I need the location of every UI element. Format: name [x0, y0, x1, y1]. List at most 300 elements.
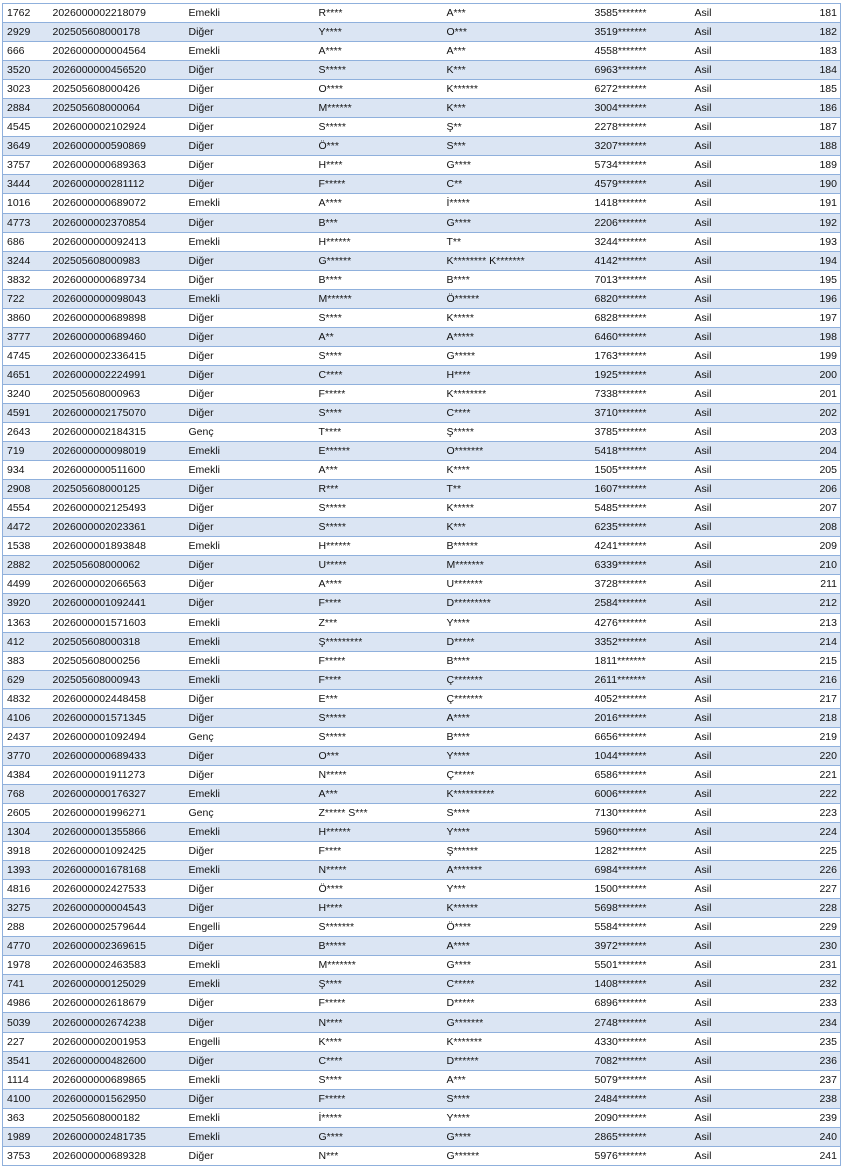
first-name-masked-cell: E******: [315, 442, 443, 461]
application-number-cell: 2026000001562950: [49, 1089, 185, 1108]
row-number-cell: 5039: [3, 1013, 49, 1032]
row-number-cell: 3541: [3, 1051, 49, 1070]
row-number-cell: 4745: [3, 346, 49, 365]
id-number-masked-cell: 6235*******: [591, 518, 691, 537]
category-cell: Emekli: [185, 194, 315, 213]
category-cell: Diğer: [185, 327, 315, 346]
row-number-cell: 2882: [3, 556, 49, 575]
first-name-masked-cell: S*****: [315, 727, 443, 746]
status-cell: Asil: [691, 42, 751, 61]
surname-masked-cell: Y***: [443, 880, 591, 899]
surname-masked-cell: K***: [443, 518, 591, 537]
category-cell: Diğer: [185, 937, 315, 956]
id-number-masked-cell: 1505*******: [591, 461, 691, 480]
category-cell: Diğer: [185, 880, 315, 899]
table-row: [3, 708, 841, 727]
status-cell: Asil: [691, 80, 751, 99]
first-name-masked-cell: O***: [315, 746, 443, 765]
table-row: [3, 442, 841, 461]
surname-masked-cell: A***: [443, 42, 591, 61]
status-cell: Asil: [691, 461, 751, 480]
first-name-masked-cell: G****: [315, 1127, 443, 1146]
rank-cell: 197: [751, 308, 841, 327]
status-cell: Asil: [691, 975, 751, 994]
row-number-cell: 686: [3, 232, 49, 251]
rank-cell: 209: [751, 537, 841, 556]
category-cell: Emekli: [185, 1127, 315, 1146]
surname-masked-cell: Ç*******: [443, 689, 591, 708]
category-cell: Diğer: [185, 384, 315, 403]
surname-masked-cell: D******: [443, 1051, 591, 1070]
status-cell: Asil: [691, 727, 751, 746]
surname-masked-cell: S***: [443, 137, 591, 156]
category-cell: Diğer: [185, 480, 315, 499]
rank-cell: 236: [751, 1051, 841, 1070]
row-number-cell: 4591: [3, 403, 49, 422]
row-number-cell: 719: [3, 442, 49, 461]
id-number-masked-cell: 5584*******: [591, 918, 691, 937]
rank-cell: 216: [751, 670, 841, 689]
status-cell: Asil: [691, 937, 751, 956]
row-number-cell: 629: [3, 670, 49, 689]
row-number-cell: 3649: [3, 137, 49, 156]
table-row: [3, 556, 841, 575]
row-number-cell: 363: [3, 1108, 49, 1127]
category-cell: Diğer: [185, 137, 315, 156]
surname-masked-cell: C****: [443, 403, 591, 422]
status-cell: Asil: [691, 213, 751, 232]
table-row: [3, 1127, 841, 1146]
id-number-masked-cell: 5501*******: [591, 956, 691, 975]
rank-cell: 239: [751, 1108, 841, 1127]
surname-masked-cell: K******** K*******: [443, 251, 591, 270]
category-cell: Emekli: [185, 289, 315, 308]
table-row: [3, 727, 841, 746]
category-cell: Diğer: [185, 213, 315, 232]
status-cell: Asil: [691, 594, 751, 613]
id-number-masked-cell: 5485*******: [591, 499, 691, 518]
row-number-cell: 3757: [3, 156, 49, 175]
application-number-cell: 2026000000098043: [49, 289, 185, 308]
row-number-cell: 722: [3, 289, 49, 308]
row-number-cell: 2437: [3, 727, 49, 746]
application-number-cell: 2026000002448458: [49, 689, 185, 708]
row-number-cell: 2884: [3, 99, 49, 118]
table-row: [3, 861, 841, 880]
application-number-cell: 2026000000689328: [49, 1146, 185, 1165]
surname-masked-cell: Ö****: [443, 918, 591, 937]
rank-cell: 213: [751, 613, 841, 632]
first-name-masked-cell: S****: [315, 403, 443, 422]
rank-cell: 204: [751, 442, 841, 461]
table-row: [3, 461, 841, 480]
row-number-cell: 1538: [3, 537, 49, 556]
id-number-masked-cell: 7130*******: [591, 803, 691, 822]
first-name-masked-cell: Z***: [315, 613, 443, 632]
rank-cell: 188: [751, 137, 841, 156]
first-name-masked-cell: B****: [315, 270, 443, 289]
id-number-masked-cell: 3585*******: [591, 4, 691, 23]
id-number-masked-cell: 3519*******: [591, 23, 691, 42]
application-number-cell: 2026000002184315: [49, 423, 185, 442]
row-number-cell: 3920: [3, 594, 49, 613]
table-row: [3, 194, 841, 213]
surname-masked-cell: C*****: [443, 975, 591, 994]
id-number-masked-cell: 2278*******: [591, 118, 691, 137]
application-number-cell: 2026000002125493: [49, 499, 185, 518]
first-name-masked-cell: Z***** S***: [315, 803, 443, 822]
application-number-cell: 2026000000125029: [49, 975, 185, 994]
category-cell: Diğer: [185, 403, 315, 422]
rank-cell: 226: [751, 861, 841, 880]
status-cell: Asil: [691, 518, 751, 537]
id-number-masked-cell: 6820*******: [591, 289, 691, 308]
row-number-cell: 4816: [3, 880, 49, 899]
table-row: [3, 99, 841, 118]
category-cell: Diğer: [185, 499, 315, 518]
row-number-cell: 4832: [3, 689, 49, 708]
surname-masked-cell: G******: [443, 1146, 591, 1165]
table-row: [3, 1032, 841, 1051]
category-cell: Emekli: [185, 861, 315, 880]
status-cell: Asil: [691, 308, 751, 327]
id-number-masked-cell: 6272*******: [591, 80, 691, 99]
id-number-masked-cell: 1811*******: [591, 651, 691, 670]
first-name-masked-cell: G******: [315, 251, 443, 270]
first-name-masked-cell: S****: [315, 308, 443, 327]
surname-masked-cell: Ö******: [443, 289, 591, 308]
id-number-masked-cell: 1282*******: [591, 842, 691, 861]
id-number-masked-cell: 3244*******: [591, 232, 691, 251]
first-name-masked-cell: N***: [315, 1146, 443, 1165]
rank-cell: 221: [751, 765, 841, 784]
row-number-cell: 2908: [3, 480, 49, 499]
status-cell: Asil: [691, 708, 751, 727]
status-cell: Asil: [691, 232, 751, 251]
id-number-masked-cell: 6656*******: [591, 727, 691, 746]
rank-cell: 227: [751, 880, 841, 899]
application-number-cell: 2026000001678168: [49, 861, 185, 880]
rank-cell: 231: [751, 956, 841, 975]
category-cell: Emekli: [185, 670, 315, 689]
status-cell: Asil: [691, 156, 751, 175]
surname-masked-cell: K***: [443, 61, 591, 80]
table-row: [3, 42, 841, 61]
application-number-cell: 202505608000125: [49, 480, 185, 499]
surname-masked-cell: B****: [443, 651, 591, 670]
surname-masked-cell: A*******: [443, 861, 591, 880]
category-cell: Diğer: [185, 23, 315, 42]
application-number-cell: 2026000000482600: [49, 1051, 185, 1070]
application-number-cell: 2026000002336415: [49, 346, 185, 365]
row-number-cell: 3444: [3, 175, 49, 194]
row-number-cell: 3240: [3, 384, 49, 403]
surname-masked-cell: G****: [443, 1127, 591, 1146]
first-name-masked-cell: S*****: [315, 708, 443, 727]
status-cell: Asil: [691, 289, 751, 308]
application-number-cell: 2026000000689072: [49, 194, 185, 213]
application-number-cell: 2026000001092441: [49, 594, 185, 613]
row-number-cell: 1363: [3, 613, 49, 632]
application-number-cell: 2026000002463583: [49, 956, 185, 975]
row-number-cell: 4499: [3, 575, 49, 594]
table-row: [3, 994, 841, 1013]
table-row: [3, 384, 841, 403]
surname-masked-cell: Y****: [443, 1108, 591, 1127]
id-number-masked-cell: 5079*******: [591, 1070, 691, 1089]
surname-masked-cell: K*****: [443, 499, 591, 518]
status-cell: Asil: [691, 175, 751, 194]
id-number-masked-cell: 5960*******: [591, 823, 691, 842]
rank-cell: 210: [751, 556, 841, 575]
first-name-masked-cell: S*****: [315, 518, 443, 537]
status-cell: Asil: [691, 442, 751, 461]
table-row: [3, 594, 841, 613]
id-number-masked-cell: 5976*******: [591, 1146, 691, 1165]
row-number-cell: 4106: [3, 708, 49, 727]
row-number-cell: 1114: [3, 1070, 49, 1089]
rank-cell: 214: [751, 632, 841, 651]
table-row: [3, 1051, 841, 1070]
table-row: [3, 1146, 841, 1165]
first-name-masked-cell: Ö***: [315, 137, 443, 156]
first-name-masked-cell: A**: [315, 327, 443, 346]
table-row: [3, 784, 841, 803]
category-cell: Emekli: [185, 632, 315, 651]
first-name-masked-cell: Ö****: [315, 880, 443, 899]
category-cell: Engelli: [185, 918, 315, 937]
row-number-cell: 741: [3, 975, 49, 994]
row-number-cell: 3770: [3, 746, 49, 765]
category-cell: Emekli: [185, 1070, 315, 1089]
surname-masked-cell: Ş**: [443, 118, 591, 137]
table-row: [3, 23, 841, 42]
first-name-masked-cell: A****: [315, 194, 443, 213]
surname-masked-cell: S****: [443, 803, 591, 822]
table-row: [3, 137, 841, 156]
status-cell: Asil: [691, 803, 751, 822]
table-row: [3, 518, 841, 537]
id-number-masked-cell: 1418*******: [591, 194, 691, 213]
status-cell: Asil: [691, 327, 751, 346]
id-number-masked-cell: 7013*******: [591, 270, 691, 289]
row-number-cell: 2605: [3, 803, 49, 822]
id-number-masked-cell: 6963*******: [591, 61, 691, 80]
row-number-cell: 1304: [3, 823, 49, 842]
table-row: [3, 899, 841, 918]
rank-cell: 233: [751, 994, 841, 1013]
category-cell: Emekli: [185, 956, 315, 975]
table-row: [3, 499, 841, 518]
row-number-cell: 3275: [3, 899, 49, 918]
table-row: [3, 746, 841, 765]
surname-masked-cell: C**: [443, 175, 591, 194]
table-row: [3, 1013, 841, 1032]
status-cell: Asil: [691, 137, 751, 156]
status-cell: Asil: [691, 823, 751, 842]
status-cell: Asil: [691, 403, 751, 422]
table-row: [3, 880, 841, 899]
application-number-cell: 2026000000689433: [49, 746, 185, 765]
surname-masked-cell: K*******: [443, 1032, 591, 1051]
rank-cell: 241: [751, 1146, 841, 1165]
surname-masked-cell: D*****: [443, 632, 591, 651]
status-cell: Asil: [691, 270, 751, 289]
status-cell: Asil: [691, 1070, 751, 1089]
surname-masked-cell: A*****: [443, 327, 591, 346]
id-number-masked-cell: 1607*******: [591, 480, 691, 499]
category-cell: Emekli: [185, 232, 315, 251]
rank-cell: 201: [751, 384, 841, 403]
table-row: [3, 632, 841, 651]
first-name-masked-cell: H******: [315, 823, 443, 842]
surname-masked-cell: G****: [443, 956, 591, 975]
id-number-masked-cell: 2584*******: [591, 594, 691, 613]
id-number-masked-cell: 3728*******: [591, 575, 691, 594]
application-number-cell: 2026000001571603: [49, 613, 185, 632]
first-name-masked-cell: B*****: [315, 937, 443, 956]
first-name-masked-cell: K****: [315, 1032, 443, 1051]
first-name-masked-cell: T****: [315, 423, 443, 442]
application-number-cell: 2026000000689363: [49, 156, 185, 175]
rank-cell: 191: [751, 194, 841, 213]
application-number-cell: 202505608000963: [49, 384, 185, 403]
row-number-cell: 3832: [3, 270, 49, 289]
application-number-cell: 2026000000456520: [49, 61, 185, 80]
category-cell: Emekli: [185, 651, 315, 670]
table-row: [3, 156, 841, 175]
status-cell: Asil: [691, 842, 751, 861]
first-name-masked-cell: F****: [315, 842, 443, 861]
surname-masked-cell: G****: [443, 156, 591, 175]
surname-masked-cell: K****: [443, 461, 591, 480]
application-number-cell: 2026000000689898: [49, 308, 185, 327]
surname-masked-cell: A***: [443, 1070, 591, 1089]
surname-masked-cell: A***: [443, 4, 591, 23]
application-number-cell: 2026000002427533: [49, 880, 185, 899]
category-cell: Diğer: [185, 308, 315, 327]
table-row: [3, 823, 841, 842]
id-number-masked-cell: 4142*******: [591, 251, 691, 270]
status-cell: Asil: [691, 899, 751, 918]
row-number-cell: 4100: [3, 1089, 49, 1108]
id-number-masked-cell: 4579*******: [591, 175, 691, 194]
table-row: [3, 213, 841, 232]
row-number-cell: 3023: [3, 80, 49, 99]
row-number-cell: 768: [3, 784, 49, 803]
rank-cell: 234: [751, 1013, 841, 1032]
first-name-masked-cell: Ş****: [315, 975, 443, 994]
application-number-cell: 2026000000689460: [49, 327, 185, 346]
rank-cell: 217: [751, 689, 841, 708]
status-cell: Asil: [691, 861, 751, 880]
status-cell: Asil: [691, 746, 751, 765]
category-cell: Diğer: [185, 1013, 315, 1032]
table-row: [3, 651, 841, 670]
id-number-masked-cell: 2865*******: [591, 1127, 691, 1146]
rank-cell: 195: [751, 270, 841, 289]
first-name-masked-cell: F*****: [315, 994, 443, 1013]
surname-masked-cell: H****: [443, 365, 591, 384]
category-cell: Diğer: [185, 765, 315, 784]
surname-masked-cell: O***: [443, 23, 591, 42]
status-cell: Asil: [691, 918, 751, 937]
surname-masked-cell: Y****: [443, 746, 591, 765]
table-row: [3, 403, 841, 422]
category-cell: Diğer: [185, 575, 315, 594]
id-number-masked-cell: 6460*******: [591, 327, 691, 346]
category-cell: Diğer: [185, 99, 315, 118]
table-row: [3, 118, 841, 137]
application-number-cell: 202505608000182: [49, 1108, 185, 1127]
category-cell: Diğer: [185, 175, 315, 194]
status-cell: Asil: [691, 4, 751, 23]
rank-cell: 220: [751, 746, 841, 765]
status-cell: Asil: [691, 689, 751, 708]
category-cell: Diğer: [185, 61, 315, 80]
first-name-masked-cell: S*******: [315, 918, 443, 937]
status-cell: Asil: [691, 880, 751, 899]
category-cell: Diğer: [185, 365, 315, 384]
rank-cell: 199: [751, 346, 841, 365]
surname-masked-cell: O*******: [443, 442, 591, 461]
status-cell: Asil: [691, 632, 751, 651]
first-name-masked-cell: N****: [315, 1013, 443, 1032]
surname-masked-cell: Ş*****: [443, 423, 591, 442]
rank-cell: 181: [751, 4, 841, 23]
surname-masked-cell: B****: [443, 270, 591, 289]
row-number-cell: 1989: [3, 1127, 49, 1146]
surname-masked-cell: T**: [443, 480, 591, 499]
first-name-masked-cell: F****: [315, 670, 443, 689]
row-number-cell: 3520: [3, 61, 49, 80]
row-number-cell: 4384: [3, 765, 49, 784]
surname-masked-cell: M*******: [443, 556, 591, 575]
status-cell: Asil: [691, 194, 751, 213]
rank-cell: 207: [751, 499, 841, 518]
rank-cell: 196: [751, 289, 841, 308]
rank-cell: 198: [751, 327, 841, 346]
first-name-masked-cell: N*****: [315, 861, 443, 880]
id-number-masked-cell: 3972*******: [591, 937, 691, 956]
category-cell: Emekli: [185, 4, 315, 23]
category-cell: Diğer: [185, 746, 315, 765]
row-number-cell: 4770: [3, 937, 49, 956]
surname-masked-cell: A****: [443, 937, 591, 956]
row-number-cell: 934: [3, 461, 49, 480]
row-number-cell: 4554: [3, 499, 49, 518]
id-number-masked-cell: 2484*******: [591, 1089, 691, 1108]
first-name-masked-cell: İ*****: [315, 1108, 443, 1127]
rank-cell: 232: [751, 975, 841, 994]
table-row: [3, 1108, 841, 1127]
id-number-masked-cell: 3004*******: [591, 99, 691, 118]
application-number-cell: 2026000002579644: [49, 918, 185, 937]
rank-cell: 194: [751, 251, 841, 270]
surname-masked-cell: B****: [443, 727, 591, 746]
id-number-masked-cell: 6828*******: [591, 308, 691, 327]
table-row: [3, 175, 841, 194]
row-number-cell: 4472: [3, 518, 49, 537]
category-cell: Diğer: [185, 1146, 315, 1165]
rank-cell: 224: [751, 823, 841, 842]
status-cell: Asil: [691, 1146, 751, 1165]
category-cell: Emekli: [185, 784, 315, 803]
row-number-cell: 1762: [3, 4, 49, 23]
status-cell: Asil: [691, 1108, 751, 1127]
surname-masked-cell: A****: [443, 708, 591, 727]
first-name-masked-cell: R****: [315, 4, 443, 23]
